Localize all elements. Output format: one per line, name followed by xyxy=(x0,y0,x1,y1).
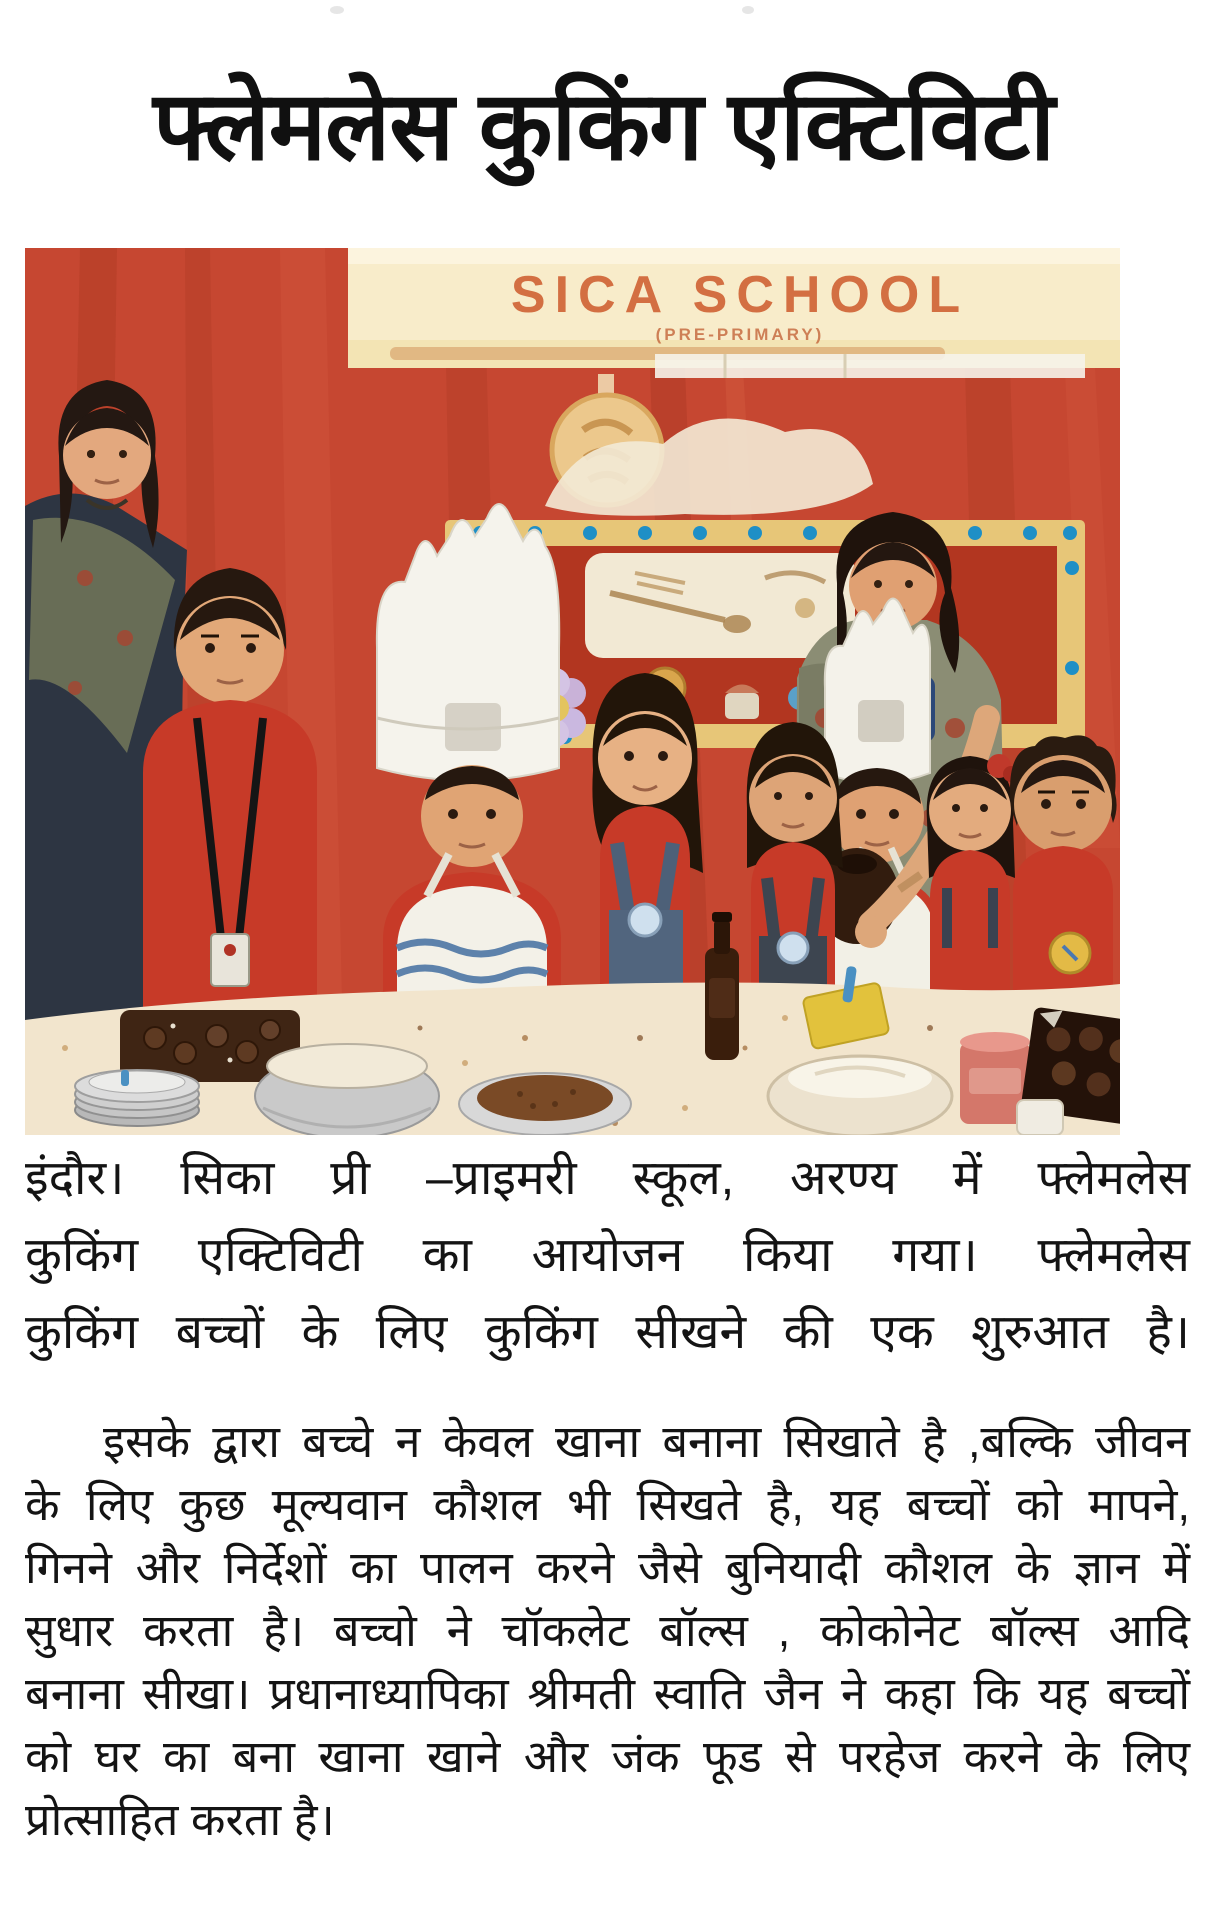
body-line: प्रोत्साहित करता है। xyxy=(25,1794,335,1845)
white-cup xyxy=(1017,1100,1063,1135)
school-banner xyxy=(348,248,1120,378)
banner-title: SICA SCHOOL xyxy=(510,266,970,324)
lead-line: इंदौर। सिका प्री –प्राइमरी स्कूल, अरण्य में फ्लेमलेस xyxy=(25,1152,1190,1205)
article-photo xyxy=(25,248,1120,1135)
body-line: के लिए कुछ मूल्यवान कौशल भी सिखते है, यह बच्चों को मापने, xyxy=(25,1479,1190,1530)
body-line: इसके द्वारा बच्चे न केवल खाना बनाना सिखाते है ,बल्कि जीवन xyxy=(103,1416,1190,1467)
lead-line: कुकिंग बच्चों के लिए कुकिंग सीखने की एक शुरुआत है। xyxy=(25,1306,1190,1359)
cocoa-plate xyxy=(459,1073,631,1135)
steel-bowl xyxy=(255,1044,439,1135)
body-line: सुधार करता है। बच्चो ने चॉकलेट बॉल्स , कोकोनेट बॉल्स आदि xyxy=(25,1605,1190,1656)
body-line: गिनने और निर्देशों का पालन करने जैसे बुनियादी कौशल के ज्ञान में xyxy=(25,1542,1190,1593)
headline: फ्लेमलेस कुकिंग एक्टिविटी xyxy=(153,73,1054,180)
lead-paragraph xyxy=(25,1140,1190,1371)
body-line: बनाना सीखा। प्रधानाध्यापिका श्रीमती स्वाति जैन ने कहा कि यह बच्चों xyxy=(25,1668,1190,1719)
board-sketch-panel xyxy=(585,553,855,658)
scan-artifact xyxy=(330,6,344,14)
banner-subtitle: (PRE-PRIMARY) xyxy=(655,325,825,344)
steel-plate-stack xyxy=(75,1070,199,1126)
cream-bowl xyxy=(768,1056,952,1135)
scan-artifact xyxy=(742,6,754,14)
body-paragraph xyxy=(25,1410,1190,1851)
body-line: को घर का बना खाना खाने और जंक फूड से परहेज करने के लिए xyxy=(25,1731,1190,1782)
lead-line: कुकिंग एक्टिविटी का आयोजन किया गया। फ्लेमलेस xyxy=(25,1229,1190,1282)
